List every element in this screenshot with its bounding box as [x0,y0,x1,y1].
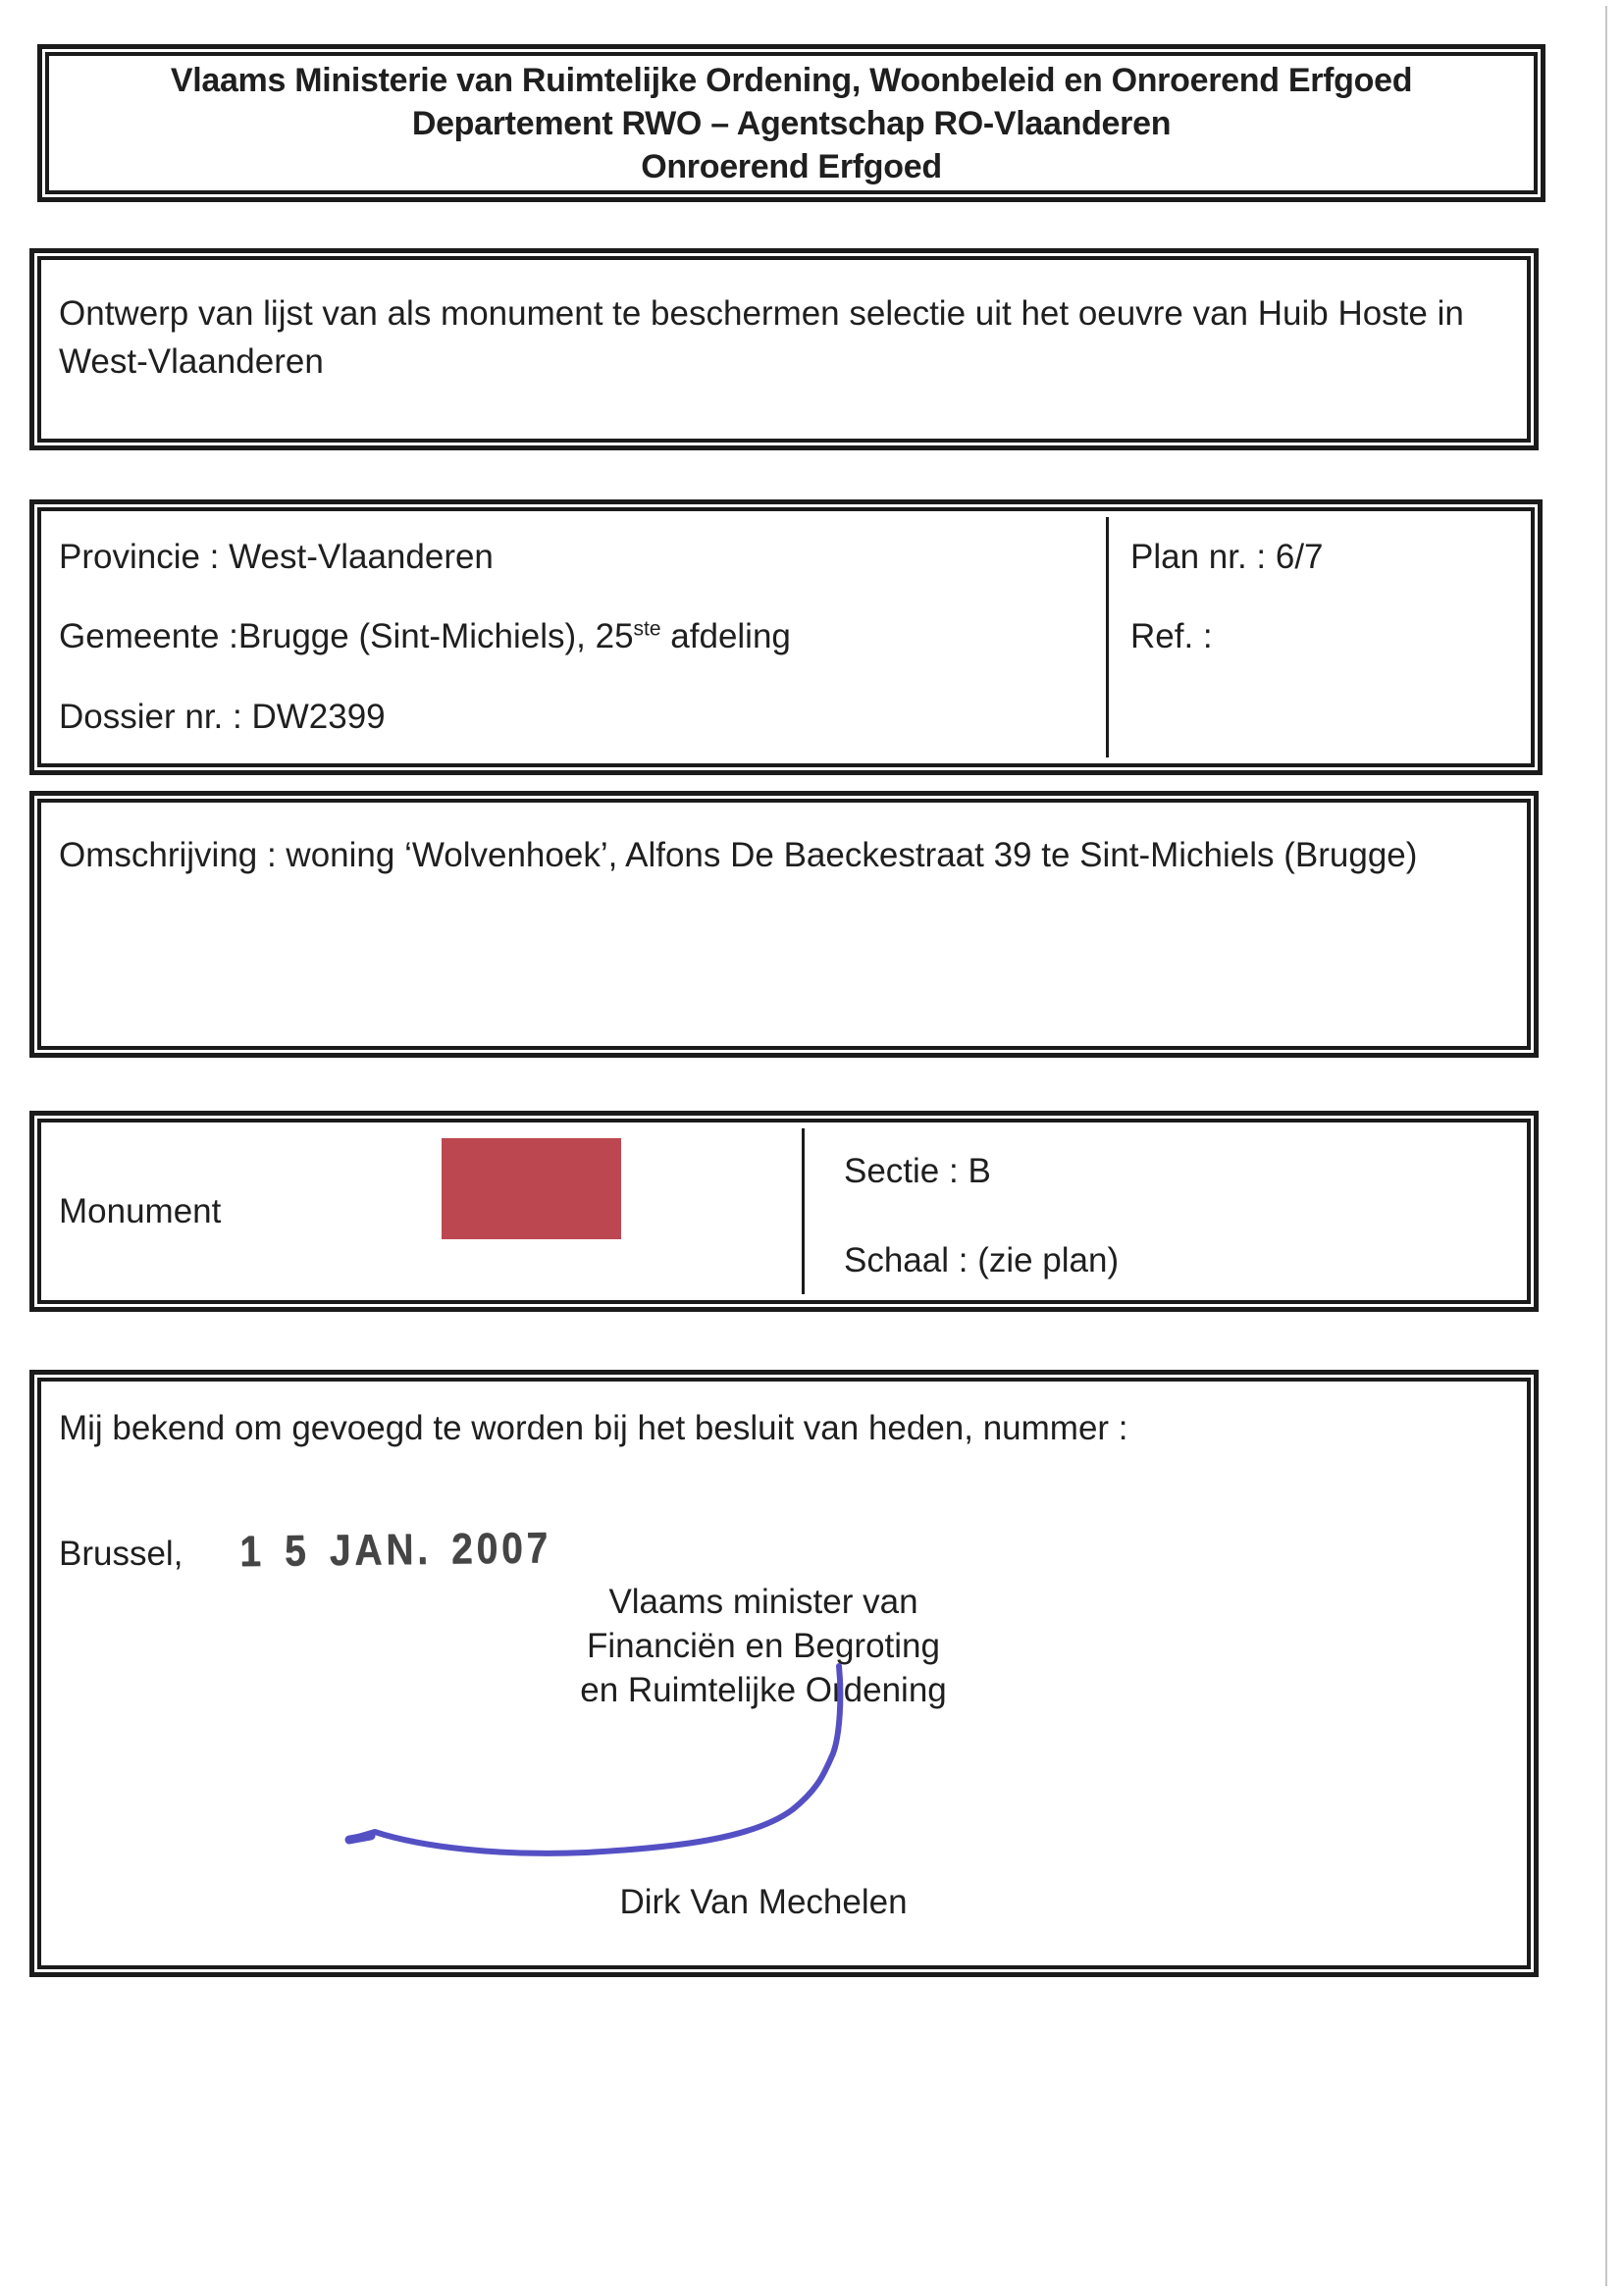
schaal-field: Schaal : (zie plan) [844,1241,1120,1279]
monument-label: Monument [59,1191,222,1230]
minister-title-line1: Vlaams minister van [608,1583,918,1621]
location-info-box [29,499,1543,775]
description-box [29,791,1539,1058]
sectie-field: Sectie : B [844,1152,991,1190]
description-text: Omschrijving : woning ‘Wolvenhoek’, Alfons De Baeckestraat 39 te Sint-Michiels (Brugge) [59,836,1418,874]
monument-legend-left [47,1128,805,1294]
location-info-right-column [1109,517,1525,757]
province-field: Provincie : West-Vlaanderen [59,537,494,576]
municipality-ordinal-suffix: ste [633,617,661,641]
monument-legend-box [29,1111,1539,1312]
dossier-field: Dossier nr. : DW2399 [59,698,386,737]
scan-artifact-line [1605,6,1607,2286]
signature-start-tick [349,1836,371,1840]
monument-color-swatch [442,1138,621,1239]
signature [341,1652,891,1863]
ref-field: Ref. : [1130,617,1213,656]
date-stamp: 1 5 JAN. 2007 [239,1523,552,1576]
signatory-name: Dirk Van Mechelen [619,1883,908,1921]
municipality-field: Gemeente :Brugge (Sint-Michiels), 25ste afdeling [59,617,791,656]
signature-box [29,1370,1539,1977]
location-info-left-column [47,517,1109,757]
signature-stroke [351,1666,840,1853]
minister-title-line3: en Ruimtelijke Ordening [580,1671,947,1709]
plan-number-field: Plan nr. : 6/7 [1130,537,1324,576]
agency-name: Onroerend Erfgoed [641,147,942,185]
place-label: Brussel, [59,1535,183,1573]
monument-legend-right [805,1128,1521,1294]
document-title-box [29,248,1539,450]
document-title: Ontwerp van lijst van als monument te beschermen selectie uit het oeuvre van Huib Hoste in West-Vlaanderen [59,294,1464,381]
minister-title-line2: Financiën en Begroting [587,1627,940,1665]
department-name: Departement RWO – Agentschap RO-Vlaanderen [411,104,1172,142]
ministry-name: Vlaams Ministerie van Ruimtelijke Ordening, Woonbeleid en Onroerend Erfgoed [170,61,1413,99]
closing-statement: Mij bekend om gevoegd te worden bij het besluit van heden, nummer : [59,1409,1128,1447]
ministry-header-box [37,44,1545,202]
